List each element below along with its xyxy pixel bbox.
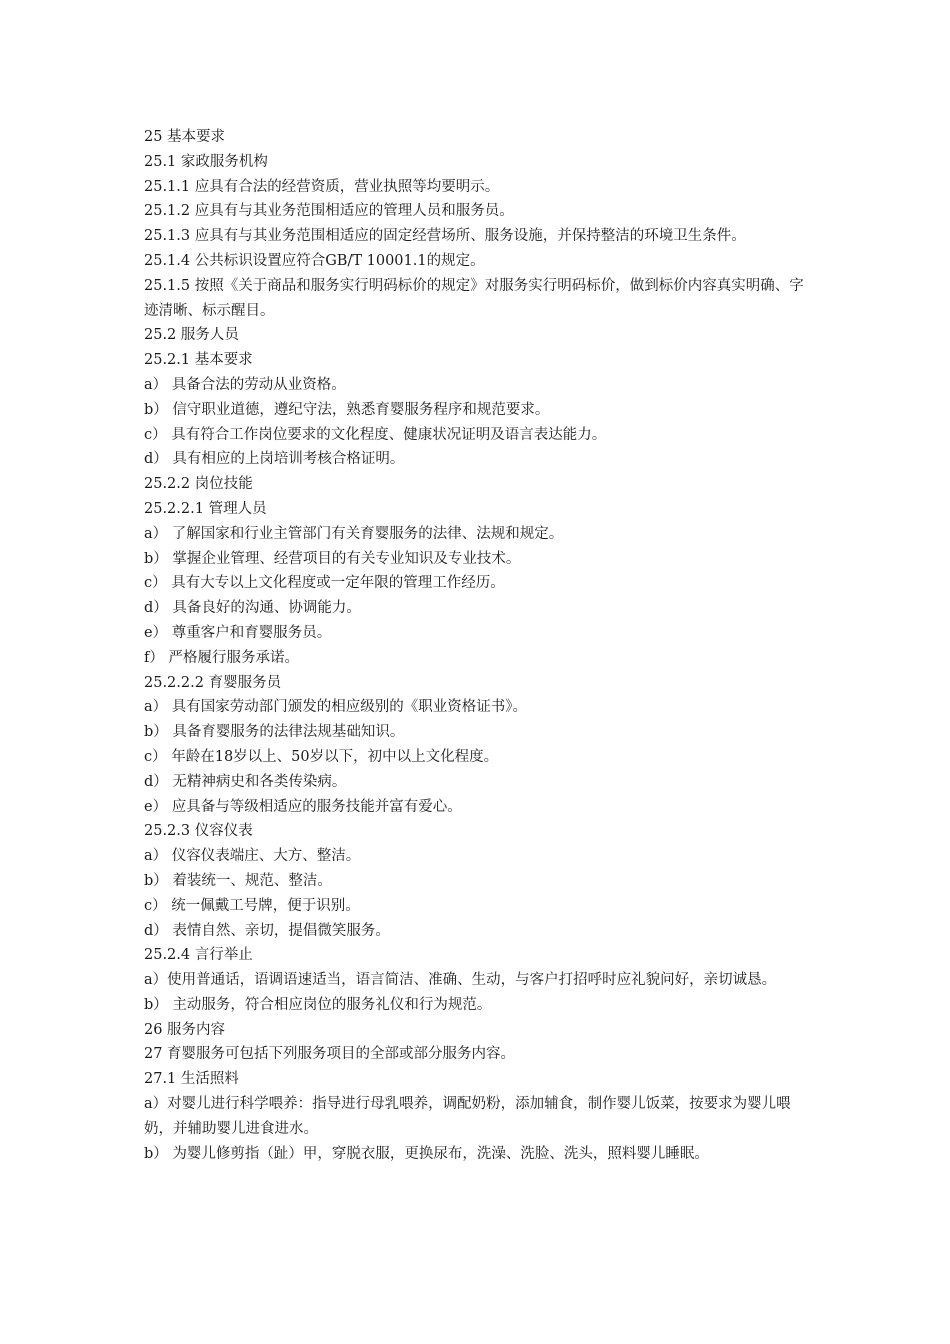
list-item: a） 了解国家和行业主管部门有关育婴服务的法律、法规和规定。 [144, 525, 564, 542]
clause-line: 25.1.4 公共标识设置应符合GB/T 10001.1的规定。 [144, 252, 485, 269]
list-item: b） 着装统一、规范、整洁。 [144, 872, 332, 889]
list-item: b） 为婴儿修剪指（趾）甲，穿脱衣服，更换尿布，洗澡、洗脸、洗头，照料婴儿睡眠。 [144, 1145, 709, 1162]
subsection-heading: 25.2.2.1 管理人员 [144, 500, 267, 517]
list-item: d） 表情自然、亲切，提倡微笑服务。 [144, 922, 390, 939]
list-item: c） 统一佩戴工号牌，便于识别。 [144, 897, 360, 914]
clause-paragraph: 25.1.5 按照《关于商品和服务实行明码标价的规定》对服务实行明码标价，做到标价内容真实明确、字迹清晰、标示醒目。 [144, 277, 804, 319]
section-heading: 26 服务内容 [144, 1021, 226, 1038]
subsection-heading: 25.2.4 言行举止 [144, 947, 253, 964]
list-item: c） 年龄在18岁以上、50岁以下，初中以上文化程度。 [144, 748, 499, 765]
list-item: a） 具有国家劳动部门颁发的相应级别的《职业资格证书》。 [144, 699, 528, 716]
subsection-heading: 25.2.2.2 育婴服务员 [144, 674, 282, 691]
list-item: a）对婴儿进行科学喂养：指导进行母乳喂养，调配奶粉，添加辅食，制作婴儿饭菜，按要求为婴儿喂奶，并辅助婴儿进食进水。 [144, 1096, 791, 1137]
clause-paragraph: 25.1.3 应具有与其业务范围相适应的固定经营场所、服务设施，并保持整洁的环境卫生条件。 [144, 228, 746, 245]
document-body [144, 125, 812, 1166]
list-item: a） 仪容仪表端庄、大方、整洁。 [144, 848, 361, 865]
list-item: b） 主动服务，符合相应岗位的服务礼仪和行为规范。 [144, 996, 492, 1013]
list-item: a）使用普通话，语调语速适当，语言简洁、准确、生动，与客户打招呼时应礼貌问好，亲切诚恳。 [144, 972, 777, 989]
list-item: b） 具备育婴服务的法律法规基础知识。 [144, 724, 405, 741]
list-item: c） 具有符合工作岗位要求的文化程度、健康状况证明及语言表达能力。 [144, 426, 607, 443]
subsection-heading: 27.1 生活照料 [144, 1071, 239, 1088]
list-item: c） 具有大专以上文化程度或一定年限的管理工作经历。 [144, 575, 505, 592]
subsection-heading: 25.2.3 仪容仪表 [144, 823, 253, 840]
section-heading: 25 基本要求 [144, 129, 226, 145]
clause-line: 25.1.1 应具有合法的经营资质，营业执照等均要明示。 [144, 178, 500, 195]
subsection-heading: 25.1 家政服务机构 [144, 153, 268, 170]
list-item: b） 信守职业道德，遵纪守法，熟悉育婴服务程序和规范要求。 [144, 401, 550, 418]
subsection-heading: 25.2.1 基本要求 [144, 352, 253, 369]
clause-line: 25.1.2 应具有与其业务范围相适应的管理人员和服务员。 [144, 203, 514, 220]
list-item: d） 具有相应的上岗培训考核合格证明。 [144, 451, 405, 468]
list-item: e） 尊重客户和育婴服务员。 [144, 624, 332, 641]
subsection-heading: 25.2.2 岗位技能 [144, 476, 253, 493]
list-item: d） 无精神病史和各类传染病。 [144, 773, 347, 790]
list-item: e） 应具备与等级相适应的服务技能并富有爱心。 [144, 798, 462, 815]
list-item: d） 具备良好的沟通、协调能力。 [144, 600, 361, 617]
list-item: f） 严格履行服务承诺。 [144, 649, 299, 666]
list-item: b） 掌握企业管理、经营项目的有关专业知识及专业技术。 [144, 550, 521, 567]
section-heading: 27 育婴服务可包括下列服务项目的全部或部分服务内容。 [144, 1046, 516, 1063]
subsection-heading: 25.2 服务人员 [144, 327, 239, 344]
list-item: a） 具备合法的劳动从业资格。 [144, 376, 346, 393]
